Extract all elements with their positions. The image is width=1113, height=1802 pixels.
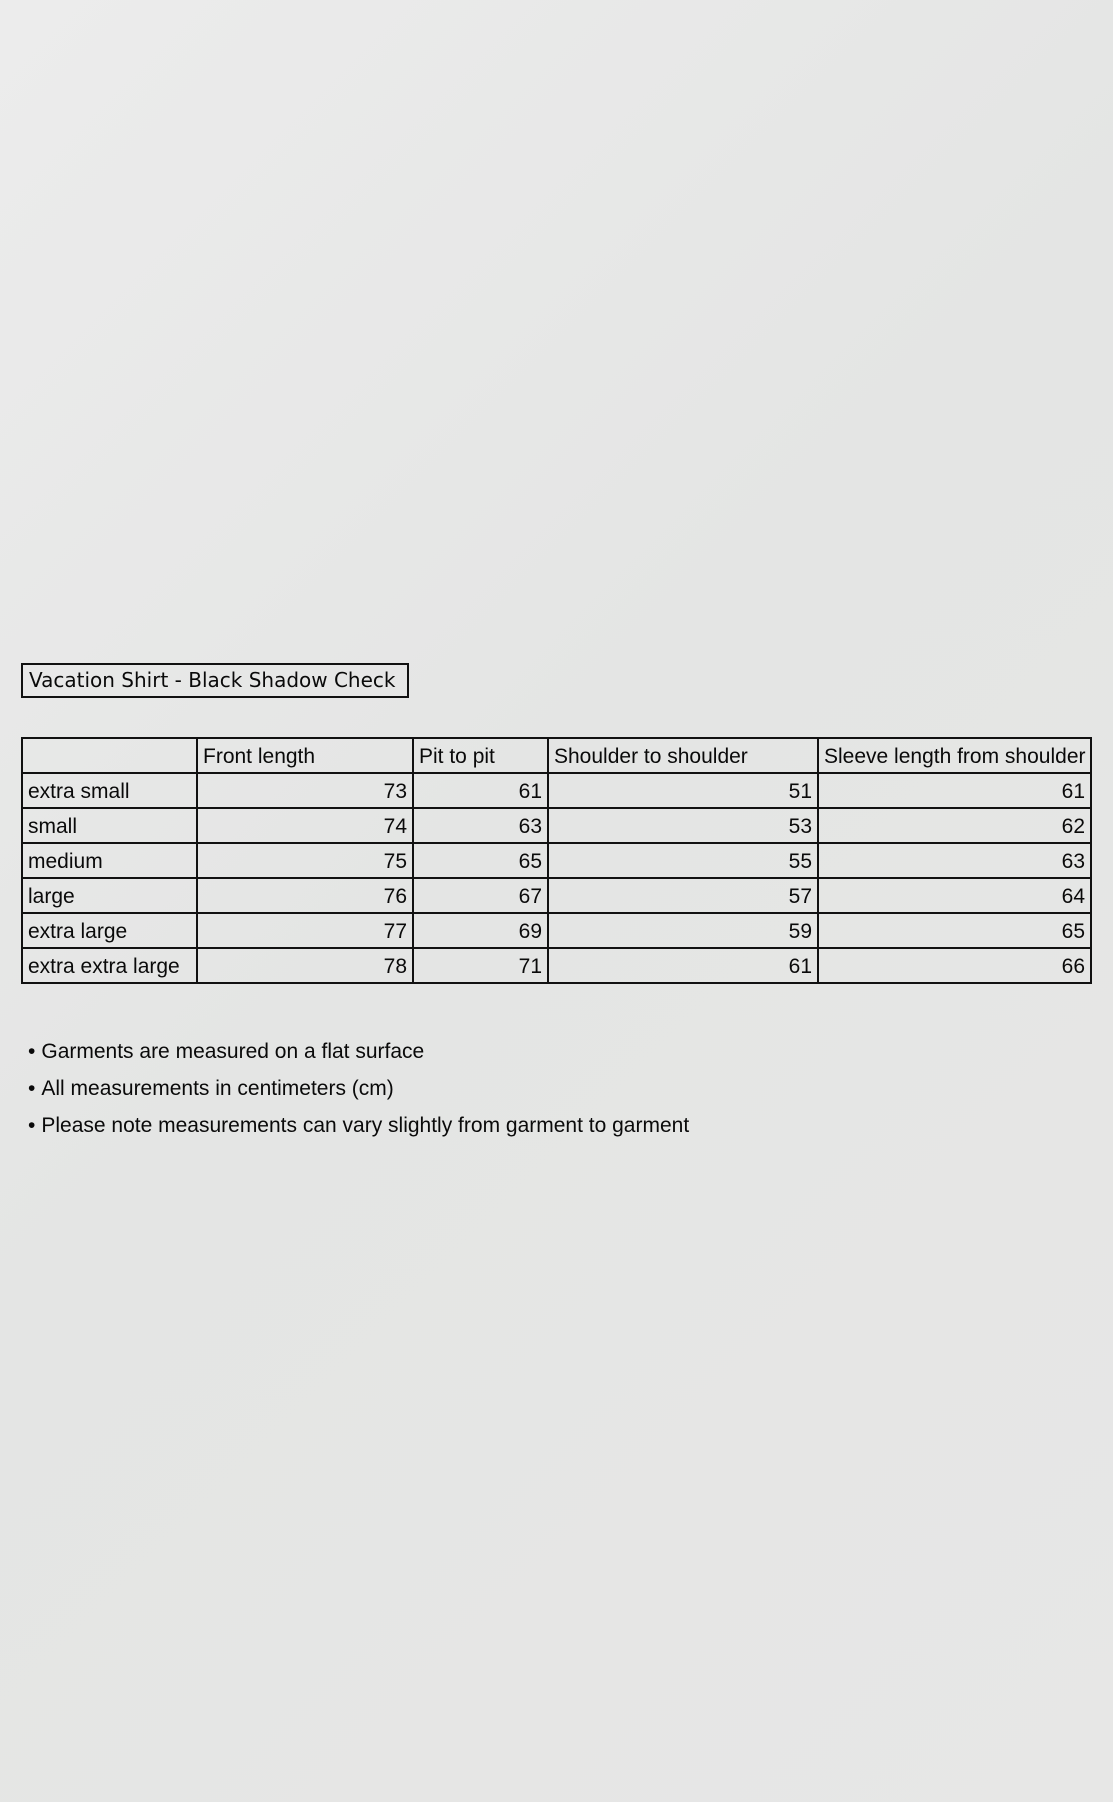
pit-to-pit-value: 63: [413, 808, 548, 843]
sleeve-length-value: 63: [818, 843, 1091, 878]
header-shoulder-to-shoulder: Shoulder to shoulder: [548, 738, 818, 773]
pit-to-pit-value: 61: [413, 773, 548, 808]
note-item: [28, 1111, 689, 1148]
bullet-icon: •: [28, 1077, 36, 1100]
bullet-icon: •: [28, 1114, 36, 1137]
size-label: extra small: [22, 773, 197, 808]
header-size: [22, 738, 197, 773]
measurement-notes: [28, 1037, 689, 1148]
bullet-icon: •: [28, 1040, 36, 1063]
header-front-length: Front length: [197, 738, 413, 773]
table-row: [22, 878, 1091, 913]
note-text: Please note measurements can vary slightly from garment to garment: [41, 1114, 690, 1137]
table-row: [22, 913, 1091, 948]
shoulder-value: 53: [548, 808, 818, 843]
sleeve-length-value: 66: [818, 948, 1091, 983]
table-header-row: [22, 738, 1091, 773]
front-length-value: 75: [197, 843, 413, 878]
pit-to-pit-value: 67: [413, 878, 548, 913]
note-item: [28, 1074, 689, 1111]
shoulder-value: 57: [548, 878, 818, 913]
size-label: extra extra large: [22, 948, 197, 983]
size-label: large: [22, 878, 197, 913]
sleeve-length-value: 65: [818, 913, 1091, 948]
shoulder-value: 59: [548, 913, 818, 948]
header-sleeve-length: Sleeve length from shoulder: [818, 738, 1091, 773]
sleeve-length-value: 62: [818, 808, 1091, 843]
front-length-value: 78: [197, 948, 413, 983]
front-length-value: 74: [197, 808, 413, 843]
table-row: [22, 773, 1091, 808]
shoulder-value: 51: [548, 773, 818, 808]
sleeve-length-value: 64: [818, 878, 1091, 913]
table-row: [22, 808, 1091, 843]
front-length-value: 77: [197, 913, 413, 948]
front-length-value: 76: [197, 878, 413, 913]
sleeve-length-value: 61: [818, 773, 1091, 808]
size-label: extra large: [22, 913, 197, 948]
size-chart-table: [21, 737, 1092, 984]
table-row: [22, 843, 1091, 878]
front-length-value: 73: [197, 773, 413, 808]
note-item: [28, 1037, 689, 1074]
shoulder-value: 55: [548, 843, 818, 878]
pit-to-pit-value: 65: [413, 843, 548, 878]
table-row: [22, 948, 1091, 983]
note-text: Garments are measured on a flat surface: [41, 1040, 425, 1063]
page-title: Vacation Shirt - Black Shadow Check: [21, 663, 409, 698]
size-label: medium: [22, 843, 197, 878]
note-text: All measurements in centimeters (cm): [41, 1077, 394, 1100]
size-label: small: [22, 808, 197, 843]
header-pit-to-pit: Pit to pit: [413, 738, 548, 773]
shoulder-value: 61: [548, 948, 818, 983]
pit-to-pit-value: 69: [413, 913, 548, 948]
pit-to-pit-value: 71: [413, 948, 548, 983]
